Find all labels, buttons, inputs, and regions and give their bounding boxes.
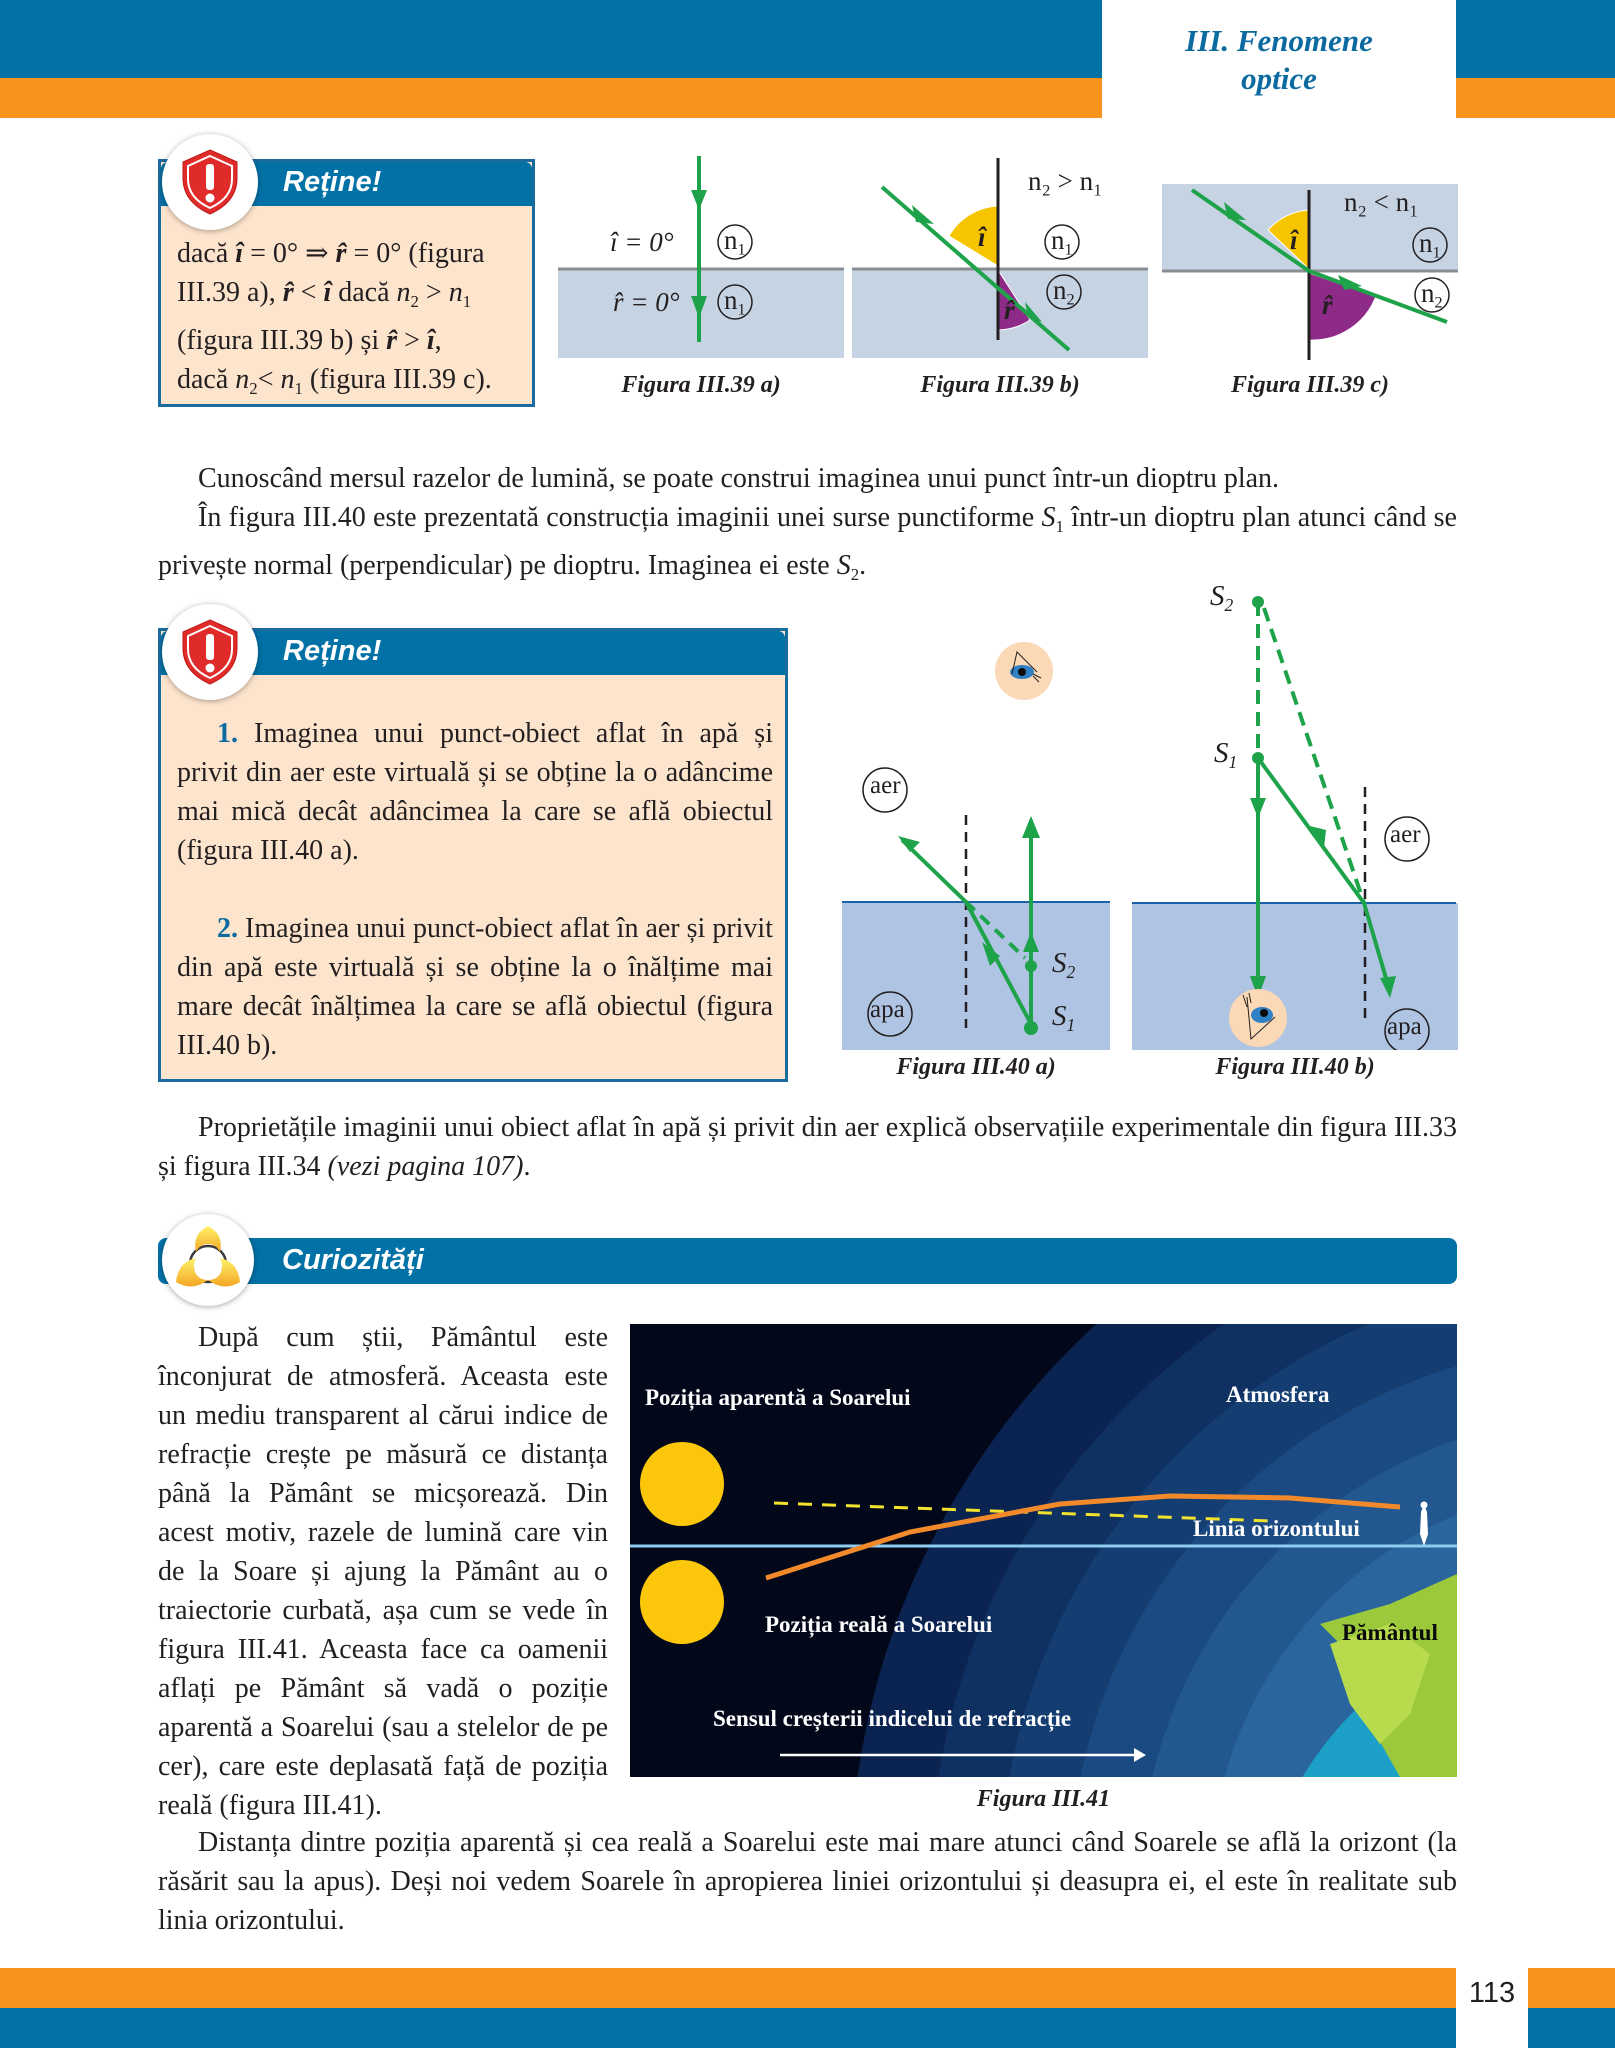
chapter-title xyxy=(1102,0,1456,120)
figure-40b-caption: Figura III.40 b) xyxy=(1215,1054,1375,1080)
curiozitati-title: Curiozități xyxy=(282,1244,424,1276)
callout-title: Reține! xyxy=(283,166,382,198)
curiozitati-banner xyxy=(158,1238,1457,1284)
page-number xyxy=(1456,1968,1528,2048)
refraction-angle-label: r̂ = 0° xyxy=(613,287,680,317)
medium-label-n1-bottom: $n_1$ xyxy=(724,285,746,319)
medium-label-n1: $n_1$ xyxy=(1051,225,1073,259)
figure-39b-caption: Figura III.39 b) xyxy=(920,372,1080,398)
earth-label: Pământul xyxy=(1342,1620,1438,1645)
warning-shield-icon xyxy=(162,604,258,700)
air-label: aer xyxy=(1390,821,1421,848)
page-number-text: 113 xyxy=(1468,1977,1516,2009)
paragraph-1: Cunoscând mersul razelor de lumină, se poate construi imaginea unui punct într-un dioptru plan. xyxy=(198,463,1280,494)
figure-39a xyxy=(558,150,844,420)
paragraph-5: Distanța dintre poziția aparentă și cea reală a Soarelui este mai mare atunci când Soarele se află la orizont (la răsărit sau la apus). Deși noi vedem Soarele în apropierea liniei orizontului și deasupra ei, el este în realitate sub linia orizontului. xyxy=(158,1827,1457,1936)
retine-callout-2 xyxy=(158,628,788,1082)
paragraph-3: Proprietățile imaginii unui obiect aflat în apă și privit din aer explică observațiile experimentale din figura III.33 și figura III.34 (vezi pagina 107). xyxy=(158,1112,1457,1182)
figure-39b-diagram xyxy=(852,150,1148,360)
figure-41-caption: Figura III.41 xyxy=(976,1786,1111,1812)
callout-item-1: 1. Imaginea unui punct-obiect aflat în apă și privit din aer este virtuală și se obține la o adâncime mai mică decât adâncimea la care se află obiectul (figura III.40 a). xyxy=(177,718,773,866)
figure-39c xyxy=(1162,150,1458,420)
incidence-angle-label: î = 0° xyxy=(610,227,674,257)
object-point-s1-label: $S_1$ xyxy=(1052,1000,1076,1036)
figure-40a-diagram xyxy=(840,620,1112,1050)
figure-40b xyxy=(1130,580,1460,1090)
atmosphere-label: Atmosfera xyxy=(1226,1382,1330,1407)
figure-41 xyxy=(630,1324,1457,1777)
callout-item-2: 2. Imaginea unui punct-obiect aflat în aer și privit din apă este virtuală și se obține la o înălțime mai mare decât înălțimea la care se află obiectul (figura III.40 b). xyxy=(177,913,773,1061)
relation-label: n₂ > n₁ xyxy=(1028,166,1103,196)
medium-label-n1-top: $n_1$ xyxy=(724,225,746,259)
medium-label-n1: $n_1$ xyxy=(1419,228,1441,262)
chapter-title-line1: III. Fenomene xyxy=(1185,23,1373,58)
warning-shield-icon xyxy=(162,134,258,230)
callout-title: Reține! xyxy=(283,635,382,667)
image-point-s2-label: $S_2$ xyxy=(1210,580,1234,616)
object-point-s1-label: $S_1$ xyxy=(1214,737,1238,773)
eye-icon xyxy=(995,642,1053,700)
medium-label-n2: $n_2$ xyxy=(1421,278,1443,312)
figure-40a-caption: Figura III.40 a) xyxy=(896,1054,1056,1080)
figure-39c-diagram xyxy=(1162,150,1458,360)
water-label: apa xyxy=(1387,1013,1422,1040)
angle-i-label: î xyxy=(978,222,986,252)
figure-40b-diagram xyxy=(1130,580,1460,1050)
air-label: aer xyxy=(870,772,901,799)
real-sun-label: Poziția reală a Soarelui xyxy=(765,1612,993,1637)
callout-body: dacă î = 0° ⇒ r̂ = 0° (figura III.39 a), r̂ < î dacă $n_2 > n_1$ (figura III.39 b) și r̂ > î, dacă $n_2< n_1$ (figura III.39 c). xyxy=(177,238,492,398)
apparent-sun-label: Poziția aparentă a Soarelui xyxy=(645,1385,911,1410)
angle-r-label: r̂ xyxy=(1004,295,1015,325)
footer-orange-band xyxy=(0,1968,1615,2008)
curiozitati-text: După cum știi, Pământul este înconjurat de atmosferă. Aceasta este un mediu transparent al cărui indice de refracție crește pe măsură ce distanța până la Pământ se micșorează. Din acest motiv, razele de lumină care vin de la Soare și ajung la Pământ au o traiectorie curbată, așa cum se vede în figura III.41. Aceasta face ca oamenii aflați pe Pământ să vadă o poziție aparentă a Soarelui (sau a stelelor de pe cer), care este deplasată față de poziția reală (figura III.41). xyxy=(158,1322,608,1821)
eye-icon xyxy=(1229,989,1287,1047)
figure-39a-diagram xyxy=(558,150,844,360)
angle-i-label: î xyxy=(1290,225,1298,255)
figure-39c-caption: Figura III.39 c) xyxy=(1230,372,1390,398)
paragraph-2: În figura III.40 este prezentată construcția imaginii unei surse punctiforme $S_1$ într-un dioptru plan atunci când se privește normal (perpendicular) pe dioptru. Imaginea ei este $S_2$. xyxy=(158,502,1457,584)
figure-39b xyxy=(852,150,1148,420)
horizon-label: Linia orizontului xyxy=(1193,1516,1360,1541)
refraction-direction-label: Sensul creșterii indicelui de refracție xyxy=(713,1706,1072,1731)
angle-r-label: r̂ xyxy=(1322,290,1333,320)
relation-label: n₂ < n₁ xyxy=(1344,187,1419,217)
medium-label-n2: $n_2$ xyxy=(1053,275,1075,309)
footer-blue-band xyxy=(0,2008,1615,2048)
figure-40a xyxy=(840,620,1112,1090)
figure-39a-caption: Figura III.39 a) xyxy=(621,372,781,398)
water-label: apa xyxy=(870,996,905,1023)
biohazard-icon xyxy=(162,1214,254,1306)
chapter-title-line2: optice xyxy=(1241,61,1317,96)
image-point-s2-label: $S_2$ xyxy=(1052,947,1076,983)
